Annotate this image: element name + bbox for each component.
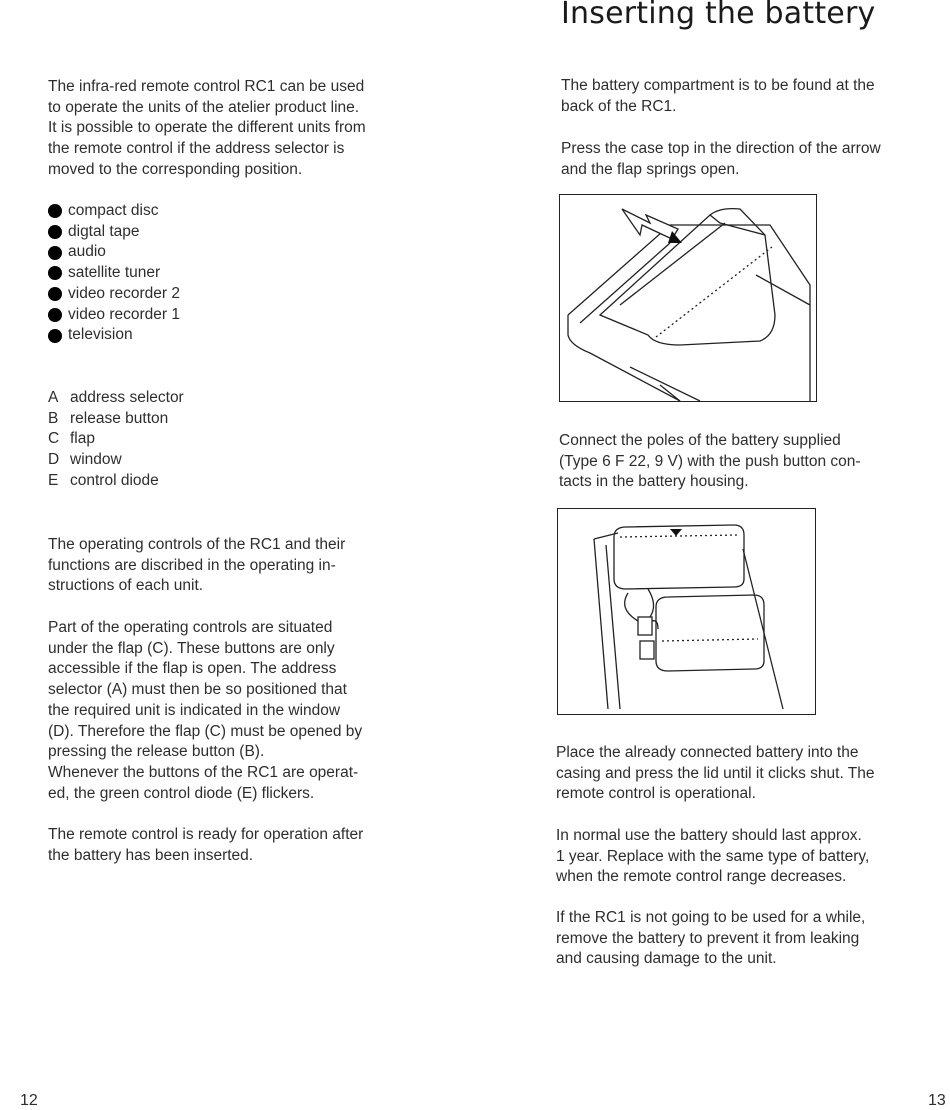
- text-line: 1 year. Replace with the same type of battery,: [556, 847, 870, 865]
- legend-label: flap: [70, 430, 95, 448]
- text-line: the remote control if the address selector is: [48, 140, 345, 158]
- press-paragraph: [561, 139, 881, 180]
- parts-legend: [48, 388, 184, 492]
- legend-key: C: [48, 430, 60, 448]
- bullet-icon: [48, 204, 62, 218]
- text-line: moved to the corresponding position.: [48, 160, 303, 178]
- text-line: the battery has been inserted.: [48, 846, 254, 864]
- unit-list: [48, 201, 180, 346]
- text-line: The operating controls of the RC1 and their: [48, 536, 346, 553]
- list-item: [48, 242, 180, 263]
- text-line: remove the battery to prevent it from leaking: [556, 929, 860, 947]
- text-line: functions are discribed in the operating in-: [48, 556, 336, 574]
- unit-label: video recorder 1: [68, 305, 181, 323]
- bullet-icon: [48, 287, 62, 301]
- ready-paragraph: [48, 825, 363, 866]
- controls-paragraph: [48, 535, 345, 597]
- battery-illustration: [557, 508, 816, 715]
- text-line: and the flap springs open.: [561, 160, 740, 178]
- list-item: [48, 325, 180, 346]
- text-line: casing and press the lid until it clicks shut. The: [556, 764, 875, 782]
- unit-label: digtal tape: [68, 222, 140, 240]
- text-line: under the flap (C). These buttons are only: [48, 639, 335, 657]
- text-line: and causing damage to the unit.: [556, 950, 777, 968]
- legend-label: release button: [70, 409, 169, 427]
- legend-key: A: [48, 389, 59, 406]
- legend-label: address selector: [70, 389, 184, 406]
- unit-label: satellite tuner: [68, 264, 161, 282]
- arrow-marker-icon: [670, 529, 682, 536]
- text-line: back of the RC1.: [561, 97, 677, 115]
- bullet-icon: [48, 329, 62, 343]
- unit-label: audio: [68, 243, 106, 261]
- text-line: ed, the green control diode (E) flickers.: [48, 784, 315, 802]
- place-paragraph: [556, 743, 874, 805]
- text-line: Press the case top in the direction of the arrow: [561, 140, 881, 157]
- page-heading: Inserting the battery: [561, 0, 876, 31]
- open-case-illustration: [559, 194, 817, 402]
- legend-item: [48, 388, 184, 409]
- legend-key: E: [48, 471, 59, 489]
- text-line: It is possible to operate the different units from: [48, 119, 366, 137]
- text-line: Part of the operating controls are situated: [48, 619, 333, 636]
- text-line: In normal use the battery should last approx.: [556, 827, 862, 844]
- text-line: tacts in the battery housing.: [559, 473, 749, 491]
- text-line: Place the already connected battery into the: [556, 744, 859, 761]
- compartment-paragraph: [561, 76, 875, 117]
- text-line: The infra-red remote control RC1 can be used: [48, 78, 365, 95]
- legend-label: control diode: [70, 471, 159, 489]
- text-line: structions of each unit.: [48, 577, 204, 595]
- intro-paragraph: [48, 77, 366, 181]
- unused-paragraph: [556, 908, 865, 970]
- list-item: [48, 263, 180, 284]
- text-line: (D). Therefore the flap (C) must be opened by: [48, 722, 363, 740]
- list-item: [48, 284, 180, 305]
- list-item: [48, 201, 180, 222]
- flap-paragraph: [48, 618, 362, 804]
- text-line: Whenever the buttons of the RC1 are operat-: [48, 763, 359, 781]
- page-number-right: 13: [928, 1092, 946, 1109]
- text-line: (Type 6 F 22, 9 V) with the push button con-: [559, 452, 861, 470]
- text-line: to operate the units of the atelier product line.: [48, 98, 360, 116]
- text-line: The remote control is ready for operation after: [48, 826, 364, 843]
- battery-connection-drawing: [558, 509, 815, 714]
- page-number-left: 12: [20, 1092, 38, 1109]
- legend-key: D: [48, 451, 60, 469]
- list-item: [48, 305, 180, 326]
- text-line: pressing the release button (B).: [48, 743, 265, 761]
- legend-item: [48, 429, 184, 450]
- normal-use-paragraph: [556, 826, 869, 888]
- text-line: Connect the poles of the battery supplied: [559, 432, 841, 449]
- unit-label: video recorder 2: [68, 284, 181, 302]
- remote-back-drawing: [560, 195, 816, 401]
- legend-item: [48, 409, 184, 430]
- text-line: the required unit is indicated in the window: [48, 701, 341, 719]
- legend-item: [48, 471, 184, 492]
- text-line: remote control is operational.: [556, 785, 756, 803]
- bullet-icon: [48, 246, 62, 260]
- legend-item: [48, 450, 184, 471]
- connect-paragraph: [559, 431, 861, 493]
- bullet-icon: [48, 308, 62, 322]
- list-item: [48, 222, 180, 243]
- text-line: selector (A) must then be so positioned that: [48, 681, 347, 699]
- unit-label: compact disc: [68, 202, 159, 219]
- bullet-icon: [48, 225, 62, 239]
- bullet-icon: [48, 266, 62, 280]
- legend-key: B: [48, 409, 59, 427]
- text-line: accessible if the flap is open. The address: [48, 660, 337, 678]
- legend-label: window: [70, 451, 122, 469]
- unit-label: television: [68, 326, 133, 344]
- press-arrow-icon: [622, 209, 682, 243]
- text-line: The battery compartment is to be found at the: [561, 77, 875, 94]
- text-line: when the remote control range decreases.: [556, 868, 847, 886]
- text-line: If the RC1 is not going to be used for a while,: [556, 909, 866, 926]
